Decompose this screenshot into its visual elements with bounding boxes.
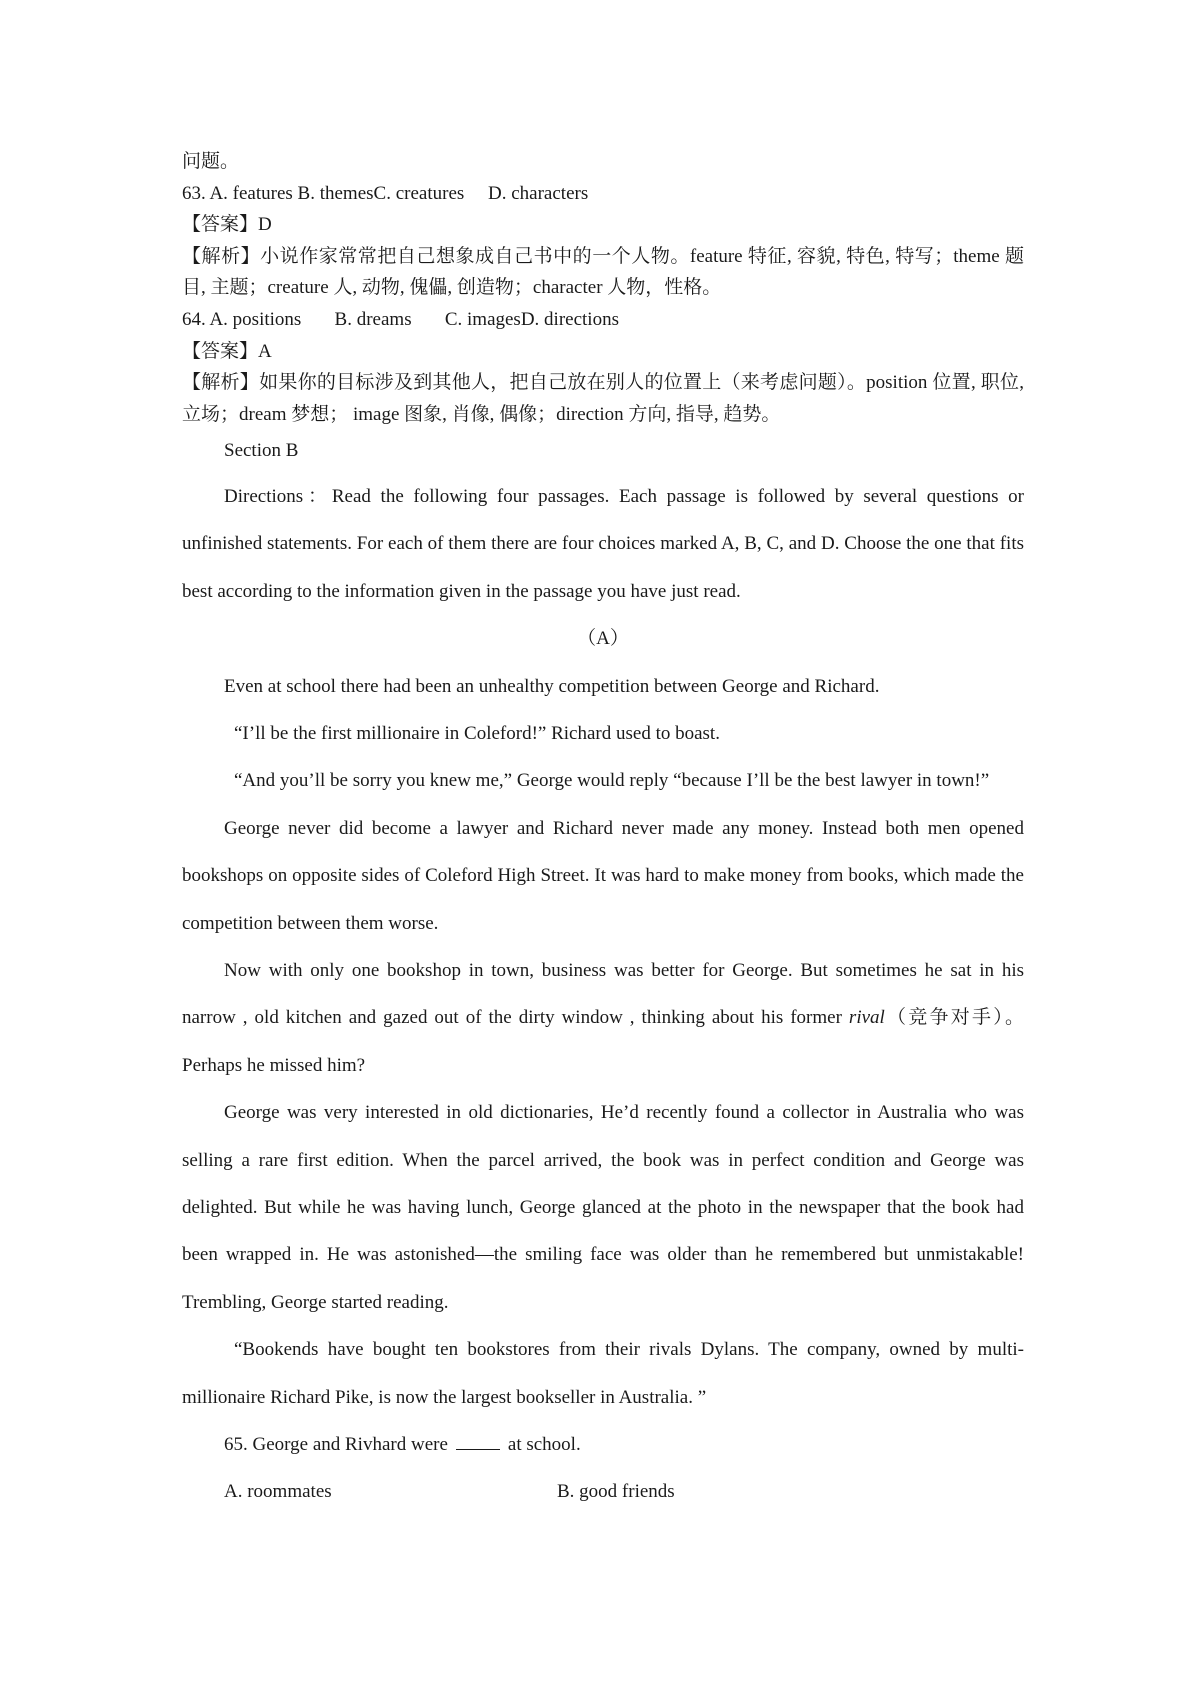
passage-paragraph-4: George never did become a lawyer and Richard never made any money. Instead both men opened bookshops on opposite sides of Coleford High Street. It was hard to make money from books, which made the competition between them worse. bbox=[182, 817, 1024, 934]
q64-options: 64. A. positions B. dreams C. imagesD. directions bbox=[182, 308, 619, 330]
q64-analysis: 【解析】如果你的目标涉及到其他人，把自己放在别人的位置上（来考虑问题）。position 位置, 职位, 立场；dream 梦想； image 图象, 肖像, 偶像；direction 方向, 指导, 趋势。 bbox=[182, 372, 1024, 425]
directions-text: Directions：Read the following four passages. Each passage is followed by several questions or unfinished statements. For each of them there are four choices marked A, B, C, and D. Choose the one that fits best according to the information given in the passage you have just read. bbox=[182, 485, 1024, 602]
passage-paragraph-7: “Bookends have bought ten bookstores from their rivals Dylans. The company, owned by multi-millionaire Richard Pike, is now the largest bookseller in Australia. ” bbox=[182, 1339, 1024, 1408]
passage-paragraph-5 bbox=[182, 947, 1024, 1089]
q63-options: 63. A. features B. themesC. creatures D. characters bbox=[182, 182, 589, 204]
q65-options bbox=[182, 1468, 1024, 1515]
q63-answer: 【答案】D bbox=[182, 214, 272, 236]
q63-analysis: 【解析】小说作家常常把自己想象成自己书中的一个人物。feature 特征, 容貌, 特色, 特写；theme 题目, 主题；creature 人, 动物, 傀儡, 创造物；character 人物，性格。 bbox=[182, 245, 1024, 299]
q65-option-a: A. roommates bbox=[224, 1481, 332, 1503]
q65-stem-end: at school. bbox=[507, 1434, 581, 1456]
q65-option-b: B. good friends bbox=[557, 1481, 675, 1503]
paragraph-5-gloss: （竞争对手）。Perhaps he missed him? bbox=[182, 1007, 1024, 1076]
passage-paragraph-3: “And you’ll be sorry you knew me,” George would reply “because I’ll be the best lawyer in town!” bbox=[234, 770, 990, 792]
passage-block bbox=[182, 473, 1024, 1469]
q65-stem-start: 65. George and Rivhard were bbox=[224, 1434, 448, 1456]
passage-label: （A） bbox=[577, 628, 629, 650]
rival-word: rival bbox=[848, 1007, 885, 1029]
passage-paragraph-1: Even at school there had been an unhealthy competition between George and Richard. bbox=[224, 675, 880, 697]
passage-paragraph-6: George was very interested in old dictionaries, He’d recently found a collector in Australia who was selling a rare first edition. When the parcel arrived, the book was in perfect condition and George was delighted. But while he was having lunch, George glanced at the photo in the newspaper that the book had been wrapped in. He was astonished—the smiling face was older than he remembered but unmistakable! Trembling, George started reading. bbox=[182, 1102, 1024, 1313]
q64-answer: 【答案】A bbox=[182, 340, 272, 362]
section-title: Section B bbox=[224, 440, 299, 462]
paragraph-5-text: Now with only one bookshop in town, business was better for George. But sometimes he sat in his narrow , old kitchen and gazed out of the dirty window , thinking about his former bbox=[182, 960, 1024, 1029]
q65-stem bbox=[182, 1421, 1024, 1468]
continuation-text: 问题。 bbox=[182, 151, 240, 172]
answer-key-block bbox=[182, 146, 1024, 430]
answer-blank bbox=[456, 1433, 500, 1450]
document-page bbox=[182, 146, 1024, 1516]
passage-paragraph-2: “I’ll be the first millionaire in Coleford!” Richard used to boast. bbox=[234, 722, 720, 744]
